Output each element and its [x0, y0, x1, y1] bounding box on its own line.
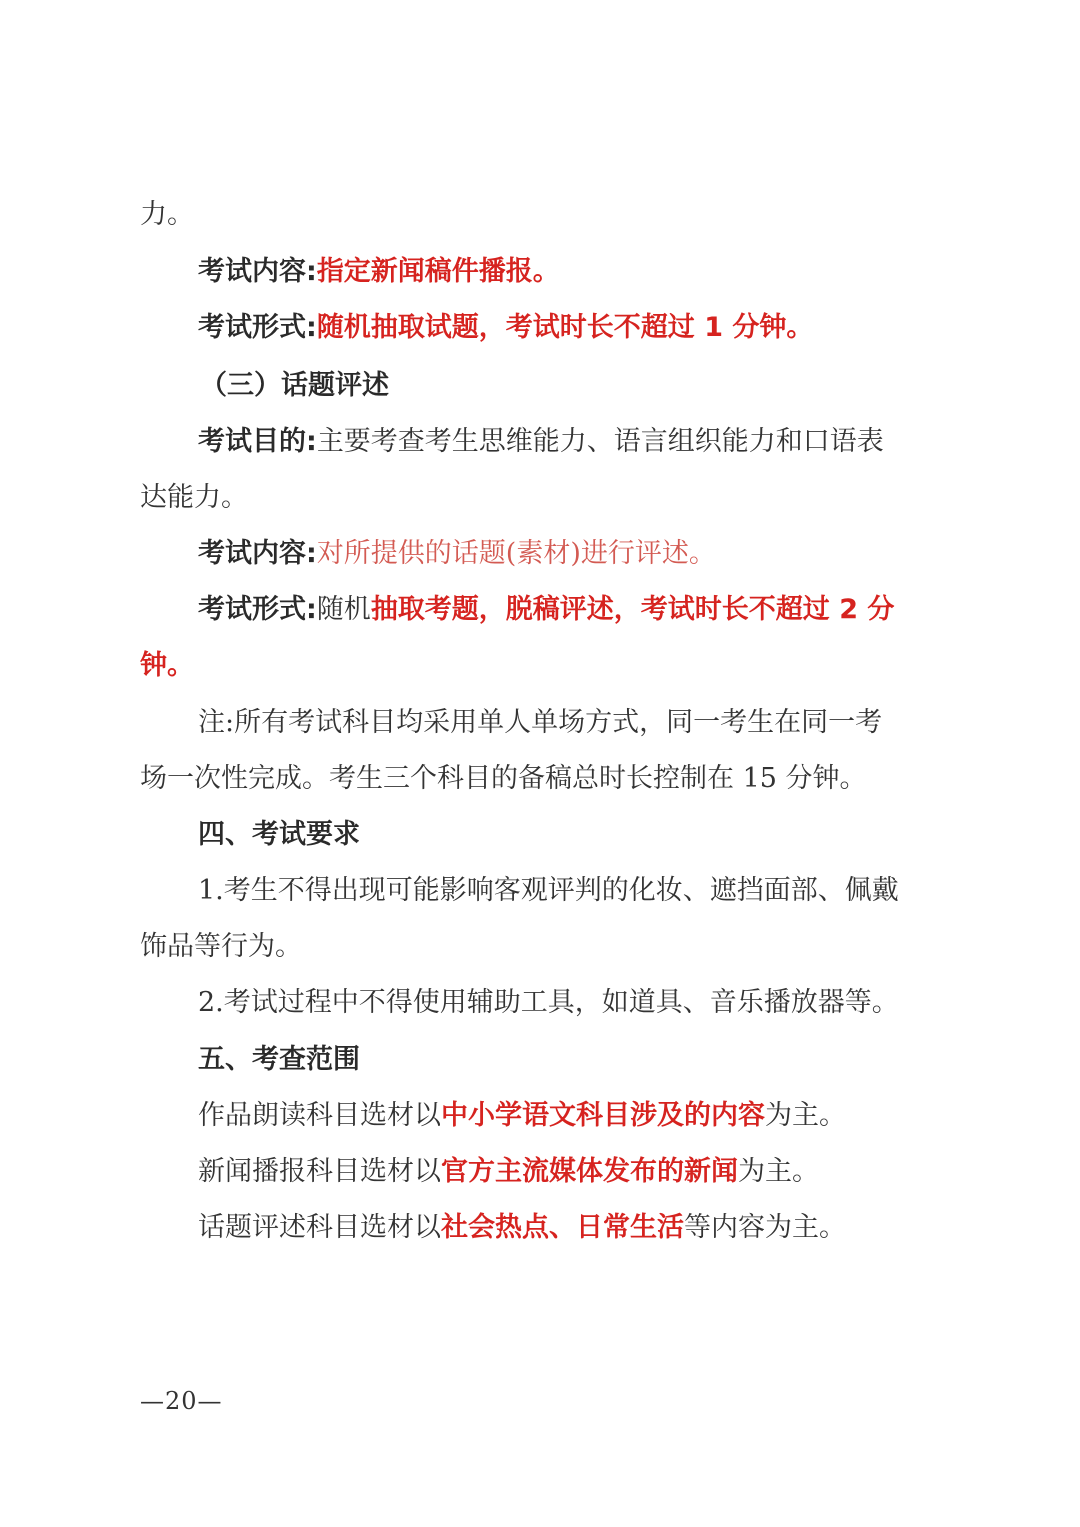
requirement-item-2: [0, 983, 1080, 1023]
field-label: 考试内容:: [198, 538, 317, 569]
paragraph-line: [0, 759, 1080, 799]
field-label: 考试形式:: [198, 312, 317, 343]
line-text: 作品朗读科目选材以: [198, 1100, 441, 1131]
heading-text: 四、考试要求: [198, 819, 360, 850]
line-text: 等内容为主。: [684, 1212, 846, 1243]
scope-news: [0, 1152, 1080, 1192]
line-text: 新闻播报科目选材以: [198, 1156, 441, 1187]
exam-content-topic: [0, 534, 1080, 574]
paragraph-line: [0, 927, 1080, 967]
field-label: 考试内容:: [198, 256, 317, 287]
section-heading-requirements: [0, 815, 1080, 855]
line-text: 1.考生不得出现可能影响客观评判的化妆、遮挡面部、佩戴: [198, 875, 899, 906]
line-text: 话题评述科目选材以: [198, 1212, 441, 1243]
heading-text: （三）话题评述: [200, 370, 389, 401]
page-number: —20—: [140, 1387, 223, 1415]
line-text: 力。: [140, 199, 194, 230]
highlighted-text: 钟。: [140, 650, 194, 681]
section-heading-scope: [0, 1040, 1080, 1080]
requirement-item-1: [0, 871, 1080, 911]
line-text: 2.考试过程中不得使用辅助工具，如道具、音乐播放器等。: [198, 987, 899, 1018]
highlighted-text: 社会热点、日常生活: [441, 1212, 684, 1243]
highlighted-text: 对所提供的话题(素材)进行评述。: [316, 538, 716, 569]
exam-content-news: [0, 252, 1080, 292]
field-label: 考试形式:: [198, 594, 317, 625]
line-text: 场一次性完成。考生三个科目的备稿总时长控制在 15 分钟。: [140, 763, 867, 794]
exam-purpose-topic: [0, 422, 1080, 462]
section-heading-topic-review: [0, 366, 1080, 406]
highlighted-text: 抽取考题，脱稿评述，考试时长不超过 2 分: [370, 594, 895, 625]
highlighted-text: 指定新闻稿件播报。: [316, 256, 560, 287]
line-text: 达能力。: [140, 482, 248, 513]
note-paragraph: [0, 703, 1080, 743]
line-text: 随机: [316, 594, 371, 625]
highlighted-text: 官方主流媒体发布的新闻: [441, 1156, 738, 1187]
exam-format-news: [0, 308, 1080, 348]
line-text: 为主。: [738, 1156, 819, 1187]
paragraph-line: [0, 478, 1080, 518]
line-text: 饰品等行为。: [140, 931, 302, 962]
line-text: 为主。: [765, 1100, 846, 1131]
line-text: 主要考查考生思维能力、语言组织能力和口语表: [316, 426, 884, 457]
highlighted-text: 中小学语文科目涉及的内容: [441, 1100, 765, 1131]
paragraph-line: [0, 195, 1080, 235]
highlighted-text: 随机抽取试题，考试时长不超过 1 分钟。: [316, 312, 814, 343]
scope-reading: [0, 1096, 1080, 1136]
exam-format-topic: [0, 590, 1080, 630]
field-label: 考试目的:: [198, 426, 317, 457]
paragraph-line: [0, 646, 1080, 686]
heading-text: 五、考查范围: [198, 1044, 360, 1075]
line-text: 注:所有考试科目均采用单人单场方式，同一考生在同一考: [198, 707, 883, 738]
scope-topic: [0, 1208, 1080, 1248]
